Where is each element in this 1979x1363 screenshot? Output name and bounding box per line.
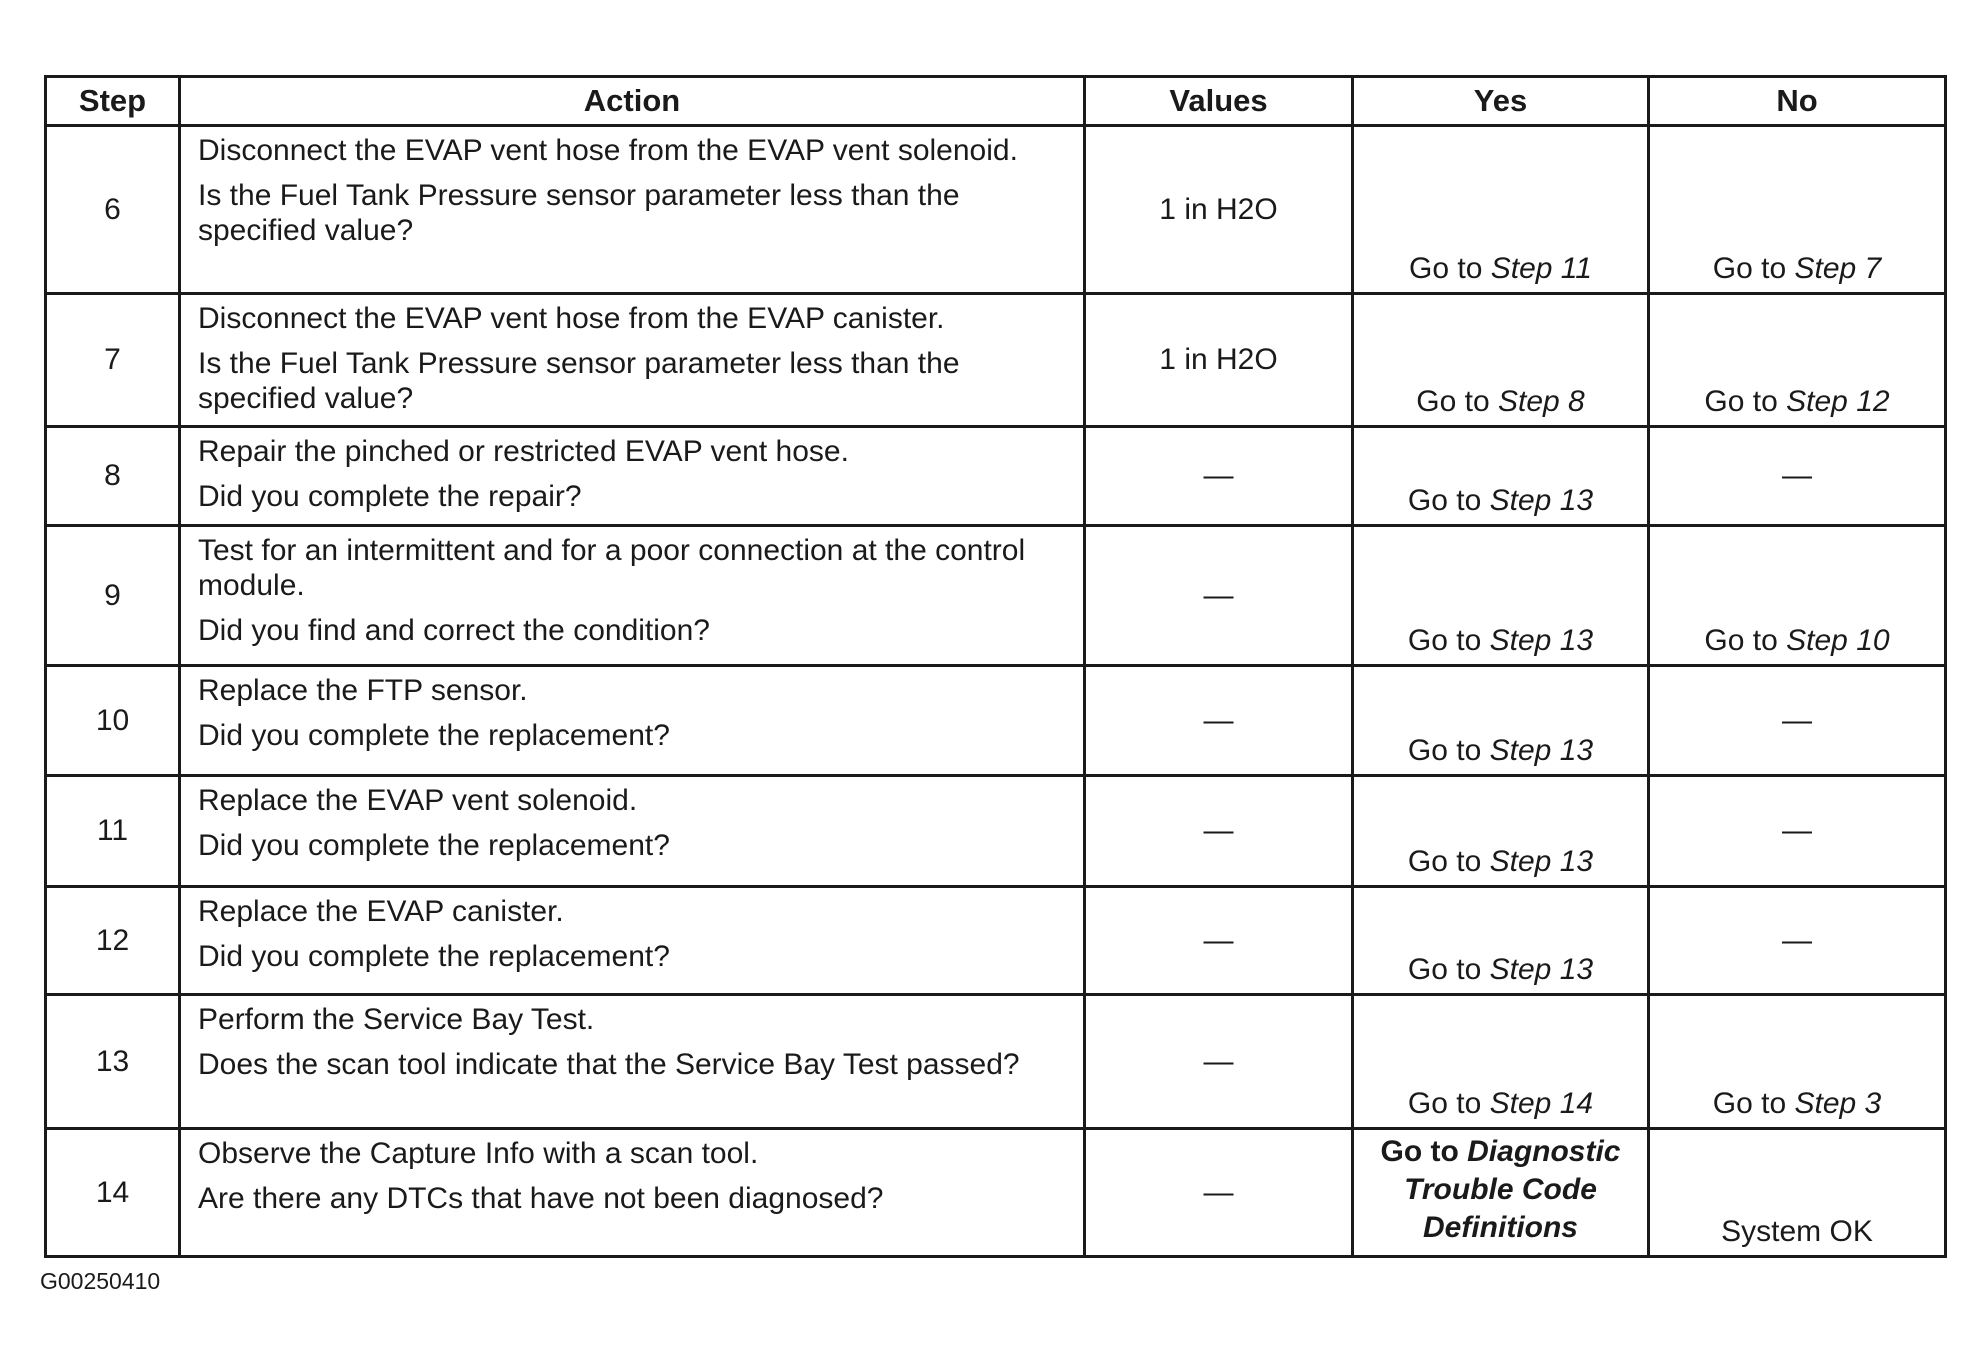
yes-prefix: Go to (1416, 385, 1498, 418)
yes-prefix: Go to (1407, 484, 1490, 517)
table-row (46, 126, 1946, 294)
step-number: 8 (46, 427, 180, 526)
header-step: Step (46, 77, 180, 126)
step-number: 14 (46, 1129, 180, 1257)
step-number: 6 (46, 126, 180, 294)
action-text: Observe the Capture Info with a scan tool. (198, 1137, 759, 1170)
yes-diagnostic-link[interactable]: Diagnostic Trouble Code Definitions (1404, 1134, 1621, 1244)
action-question: Did you complete the replacement? (198, 940, 670, 973)
table-row (46, 427, 1946, 526)
action-cell (180, 126, 1085, 294)
yes-prefix: Go to (1407, 1087, 1490, 1120)
action-text: Test for an intermittent and for a poor connection at the control module. (198, 534, 1026, 602)
action-text: Replace the EVAP vent solenoid. (198, 784, 638, 817)
action-cell (180, 776, 1085, 887)
no-step-link[interactable]: Step 10 (1786, 624, 1890, 657)
table-row (46, 526, 1946, 666)
step-number: 10 (46, 666, 180, 776)
action-question: Did you complete the replacement? (198, 829, 670, 862)
yes-cell (1353, 526, 1649, 666)
yes-cell (1353, 887, 1649, 995)
diagnostic-table (44, 75, 1947, 1258)
action-question: Did you complete the replacement? (198, 719, 670, 752)
yes-cell (1353, 776, 1649, 887)
action-cell (180, 666, 1085, 776)
yes-step-link[interactable]: Step 11 (1490, 252, 1592, 285)
yes-step-link[interactable]: Step 13 (1489, 624, 1594, 657)
yes-cell (1353, 294, 1649, 427)
action-cell (180, 1129, 1085, 1257)
value-cell: — (1085, 526, 1353, 666)
value-cell: — (1085, 776, 1353, 887)
no-step-link[interactable]: Step 12 (1786, 385, 1890, 418)
header-values: Values (1085, 77, 1353, 126)
yes-prefix: Go to (1407, 845, 1490, 878)
action-question: Are there any DTCs that have not been diagnosed? (198, 1182, 884, 1215)
no-cell: — (1649, 427, 1946, 526)
no-cell: — (1649, 666, 1946, 776)
no-prefix: Go to (1712, 252, 1795, 285)
action-text: Perform the Service Bay Test. (198, 1003, 595, 1036)
no-cell (1649, 526, 1946, 666)
header-no: No (1649, 77, 1946, 126)
action-text: Replace the EVAP canister. (198, 895, 564, 928)
yes-prefix: Go to (1409, 252, 1491, 285)
yes-target-text (1354, 1133, 1647, 1247)
yes-prefix: Go to (1380, 1134, 1468, 1168)
no-cell (1649, 126, 1946, 294)
yes-cell (1353, 427, 1649, 526)
yes-cell (1353, 995, 1649, 1129)
yes-cell (1353, 1129, 1649, 1257)
yes-step-link[interactable]: Step 8 (1497, 385, 1585, 418)
action-question: Is the Fuel Tank Pressure sensor parameter less than the specified value? (198, 179, 960, 247)
value-cell: 1 in H2O (1085, 294, 1353, 427)
no-prefix: Go to (1712, 1087, 1795, 1120)
step-number: 9 (46, 526, 180, 666)
figure-code: G00250410 (40, 1268, 161, 1294)
value-cell: — (1085, 1129, 1353, 1257)
yes-cell (1353, 666, 1649, 776)
no-cell: — (1649, 776, 1946, 887)
yes-step-link[interactable]: Step 13 (1489, 484, 1594, 517)
value-cell: — (1085, 995, 1353, 1129)
action-text: Disconnect the EVAP vent hose from the EVAP canister. (198, 302, 945, 335)
yes-step-link[interactable]: Step 13 (1489, 845, 1594, 878)
action-cell (180, 887, 1085, 995)
step-number: 13 (46, 995, 180, 1129)
table-row (46, 666, 1946, 776)
no-cell: System OK (1649, 1129, 1946, 1257)
no-cell (1649, 995, 1946, 1129)
yes-cell (1353, 126, 1649, 294)
yes-prefix: Go to (1407, 953, 1490, 986)
table-row (46, 294, 1946, 427)
table-row (46, 995, 1946, 1129)
yes-step-link[interactable]: Step 13 (1489, 953, 1594, 986)
no-step-link[interactable]: Step 7 (1794, 252, 1882, 285)
action-question: Did you find and correct the condition? (198, 614, 710, 647)
action-question: Is the Fuel Tank Pressure sensor parameter less than the specified value? (198, 347, 960, 415)
header-action: Action (180, 77, 1085, 126)
no-prefix: Go to (1704, 385, 1787, 418)
action-question: Does the scan tool indicate that the Service Bay Test passed? (198, 1048, 1020, 1081)
value-cell: — (1085, 666, 1353, 776)
value-cell: — (1085, 427, 1353, 526)
no-prefix: Go to (1704, 624, 1787, 657)
header-yes: Yes (1353, 77, 1649, 126)
action-text: Disconnect the EVAP vent hose from the EVAP vent solenoid. (198, 134, 1018, 167)
action-cell (180, 526, 1085, 666)
yes-prefix: Go to (1407, 624, 1490, 657)
yes-step-link[interactable]: Step 13 (1489, 734, 1594, 767)
step-number: 12 (46, 887, 180, 995)
step-number: 11 (46, 776, 180, 887)
action-text: Repair the pinched or restricted EVAP vent hose. (198, 435, 849, 468)
yes-step-link[interactable]: Step 14 (1489, 1087, 1594, 1120)
action-cell (180, 427, 1085, 526)
action-cell (180, 995, 1085, 1129)
no-step-link[interactable]: Step 3 (1794, 1087, 1882, 1120)
no-cell (1649, 294, 1946, 427)
table-row (46, 1129, 1946, 1257)
value-cell: — (1085, 887, 1353, 995)
yes-prefix: Go to (1407, 734, 1490, 767)
header-row (46, 77, 1946, 126)
no-cell: — (1649, 887, 1946, 995)
table-row (46, 887, 1946, 995)
table-row (46, 776, 1946, 887)
step-number: 7 (46, 294, 180, 427)
action-cell (180, 294, 1085, 427)
value-cell: 1 in H2O (1085, 126, 1353, 294)
action-text: Replace the FTP sensor. (198, 674, 528, 707)
action-question: Did you complete the repair? (198, 480, 582, 513)
